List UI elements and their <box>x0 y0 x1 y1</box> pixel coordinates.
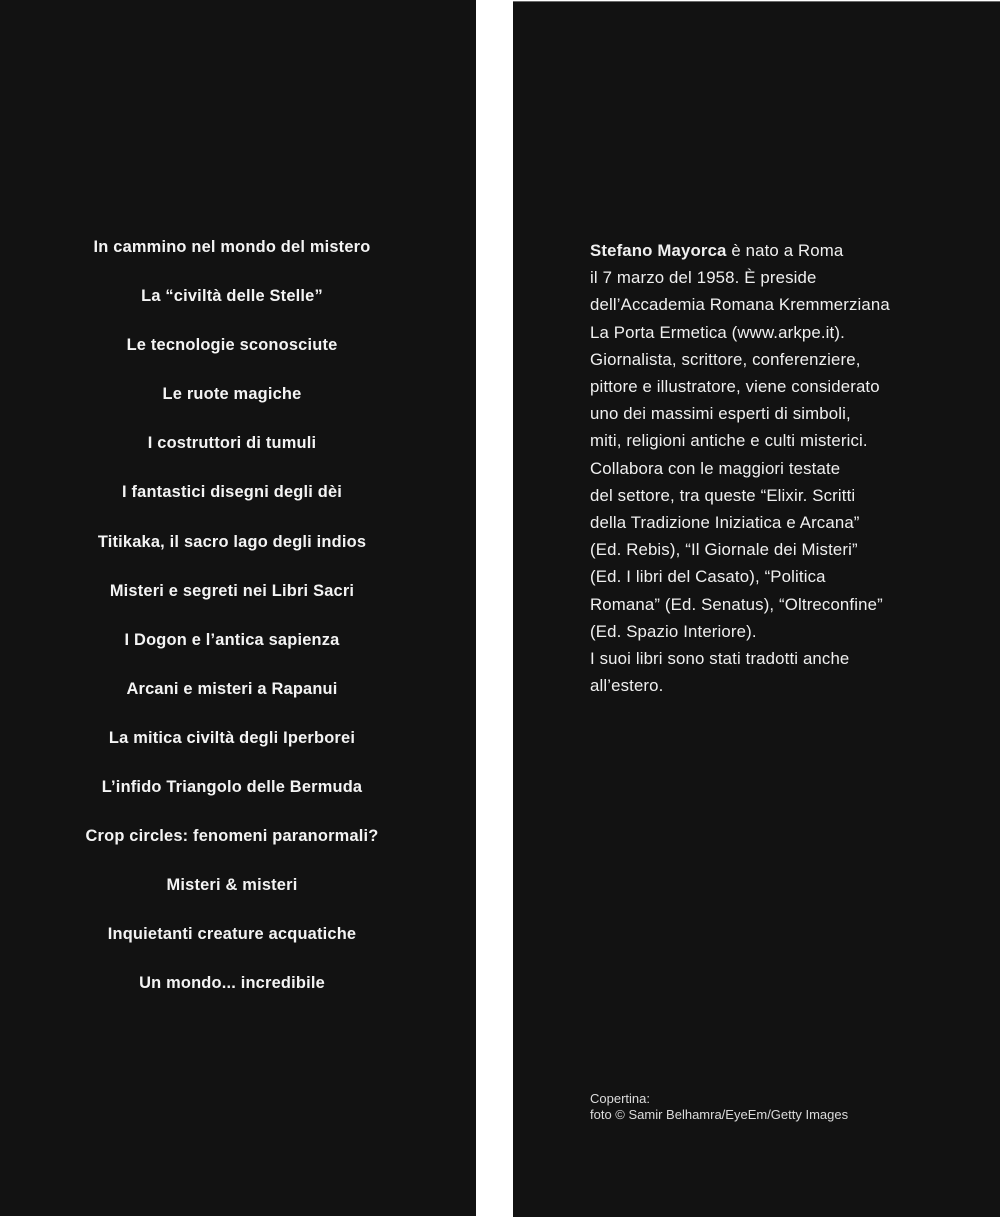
contents-item: Misteri & misteri <box>166 876 298 895</box>
cover-credits <box>590 1091 848 1123</box>
contents-item: La “civiltà delle Stelle” <box>141 287 323 306</box>
contents-item: In cammino nel mondo del mistero <box>93 238 371 256</box>
contents-item: I fantastici disegni degli dèi <box>121 483 343 502</box>
bio-line: La Porta Ermetica (www.arkpe.it). <box>590 322 845 342</box>
right-flap-panel <box>513 1 1000 1217</box>
bio-line: del settore, tra queste “Elixir. Scritti <box>590 485 856 505</box>
bio-line <box>590 237 990 264</box>
bio-line: Romana” (Ed. Senatus), “Oltreconfine” <box>590 594 883 614</box>
bio-line: Collabora con le maggiori testate <box>590 458 841 478</box>
author-bio <box>590 237 990 699</box>
contents-item: Crop circles: fenomeni paranormali? <box>85 827 379 846</box>
contents-item: Misteri e segreti nei Libri Sacri <box>109 581 355 600</box>
contents-item: L’infido Triangolo delle Bermuda <box>101 778 363 797</box>
bio-line: (Ed. Rebis), “Il Giornale dei Misteri” <box>590 540 858 560</box>
contents-item: Le ruote magiche <box>162 385 302 404</box>
bio-line: della Tradizione Iniziatica e Arcana” <box>590 513 860 533</box>
credits-text: foto © Samir Belhamra/EyeEm/Getty Images <box>590 1107 849 1122</box>
contents-item: Un mondo... incredibile <box>139 974 325 993</box>
contents-item: Le tecnologie sconosciute <box>126 336 338 355</box>
bio-line-text: è nato a Roma <box>726 241 844 260</box>
bio-line: (Ed. I libri del Casato), “Politica <box>590 567 826 587</box>
bio-line: uno dei massimi esperti di simboli, <box>590 404 851 424</box>
contents-list <box>0 234 464 1020</box>
author-name: Stefano Mayorca <box>590 241 727 260</box>
bio-line: all’estero. <box>590 676 664 696</box>
bio-line: Giornalista, scrittore, conferenziere, <box>590 349 861 369</box>
contents-item: Titikaka, il sacro lago degli indios <box>97 532 367 551</box>
bio-line: (Ed. Spazio Interiore). <box>590 621 757 641</box>
bio-line: il 7 marzo del 1958. È preside <box>590 268 817 288</box>
bio-line: dell’Accademia Romana Kremmerziana <box>590 295 890 315</box>
left-flap-panel <box>0 0 476 1216</box>
credits-label: Copertina: <box>590 1091 650 1106</box>
contents-item: I costruttori di tumuli <box>147 434 317 453</box>
contents-item: La mitica civiltà degli Iperborei <box>108 728 356 747</box>
contents-item: I Dogon e l’antica sapienza <box>124 630 340 649</box>
bio-line: I suoi libri sono stati tradotti anche <box>590 649 850 669</box>
bio-line: pittore e illustratore, viene considerato <box>590 377 880 397</box>
contents-item: Inquietanti creature acquatiche <box>107 925 357 944</box>
bio-line: miti, religioni antiche e culti misterici. <box>590 431 868 451</box>
contents-item: Arcani e misteri a Rapanui <box>126 679 338 698</box>
